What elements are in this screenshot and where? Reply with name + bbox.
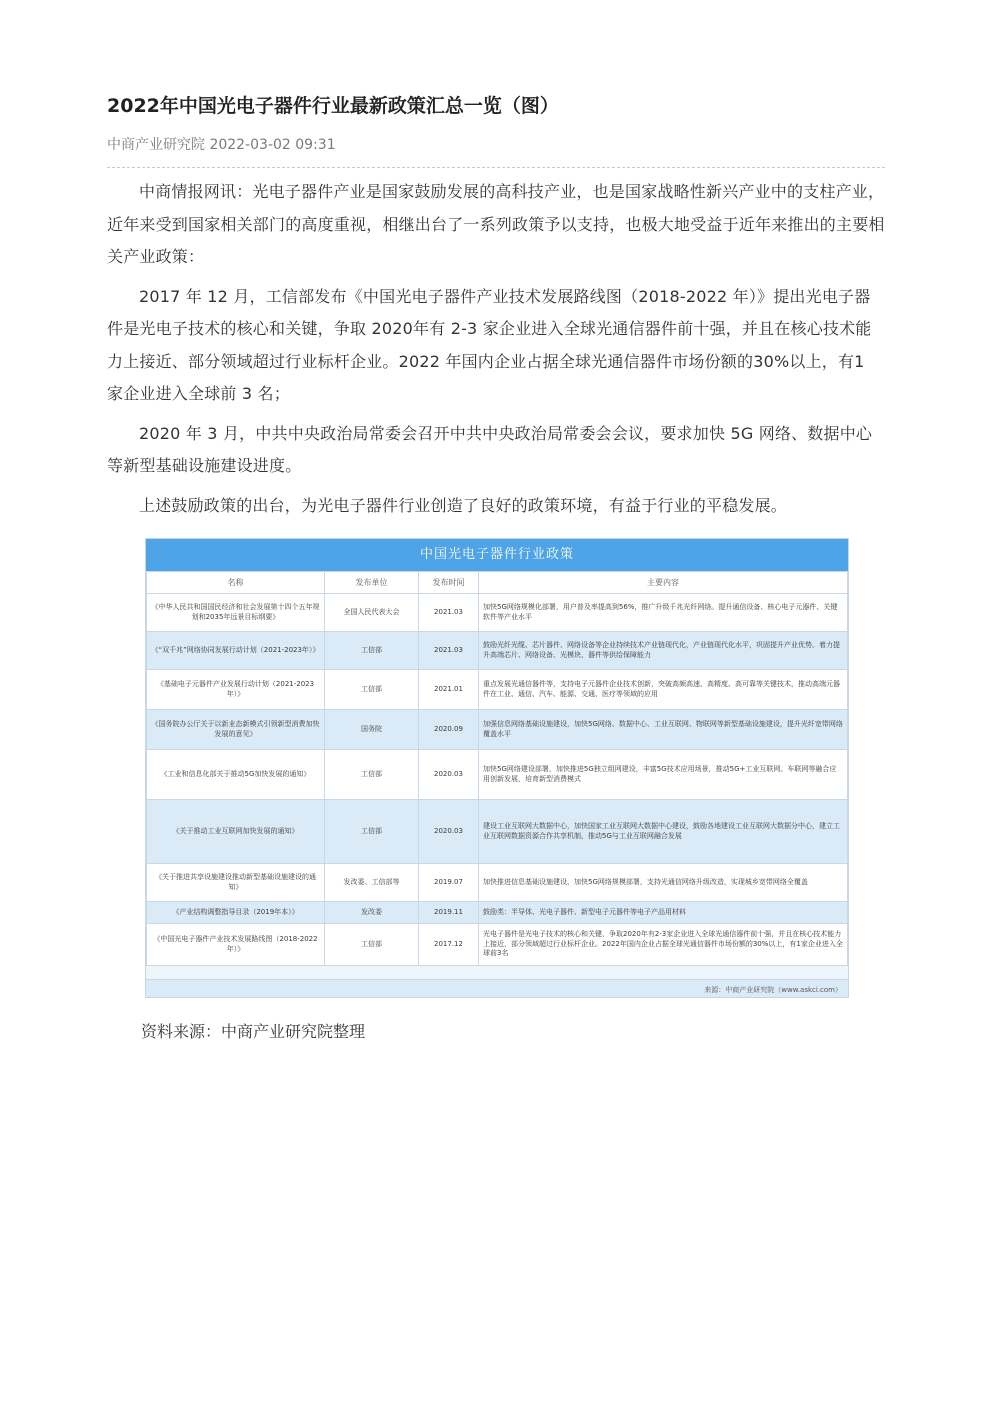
policy-name: 《中华人民共和国国民经济和社会发展第十四个五年规划和2035年远景目标纲要》 bbox=[147, 594, 325, 632]
policy-date: 2020.09 bbox=[419, 710, 479, 750]
policy-issuer: 工信部 bbox=[325, 800, 419, 864]
table-row bbox=[147, 800, 848, 864]
policy-issuer: 工信部 bbox=[325, 632, 419, 670]
policy-date: 2019.07 bbox=[419, 864, 479, 902]
policy-name: 《关于推进共享设施建设推动新型基础设施建设的通知》 bbox=[147, 864, 325, 902]
paragraph-summary: 上述鼓励政策的出台，为光电子器件行业创造了良好的政策环境，有益于行业的平稳发展。 bbox=[139, 495, 788, 515]
article-meta: 中商产业研究院 2022-03-02 09:31 bbox=[107, 137, 336, 153]
table-header-row bbox=[147, 572, 848, 594]
policy-issuer: 发改委、工信部等 bbox=[325, 864, 419, 902]
policy-issuer: 全国人民代表大会 bbox=[325, 594, 419, 632]
paragraph-intro: 中商情报网讯：光电子器件产业是国家鼓励发展的高科技产业，也是国家战略性新兴产业中的支柱产业，近年来受到国家相关部门的高度重视，相继出台了一系列政策予以支持，也极大地受益于近年来推出的主要相关产业政策： bbox=[107, 182, 885, 266]
policy-content: 加快5G网络建设部署，加快推进5G独立组网建设，丰富5G技术应用场景，推动5G+工业互联网、车联网等融合应用创新发展，培育新型消费模式 bbox=[479, 750, 848, 800]
policy-name: 《国务院办公厅关于以新业态新模式引领新型消费加快发展的意见》 bbox=[147, 710, 325, 750]
table-row bbox=[147, 924, 848, 966]
policy-name: 《关于推动工业互联网加快发展的通知》 bbox=[147, 800, 325, 864]
header-issuer: 发布单位 bbox=[325, 572, 419, 594]
table-row bbox=[147, 750, 848, 800]
policy-content: 鼓励类：半导体、光电子器件、新型电子元器件等电子产品用材料 bbox=[479, 902, 848, 924]
policy-issuer: 工信部 bbox=[325, 750, 419, 800]
policy-issuer: 发改委 bbox=[325, 902, 419, 924]
policy-issuer: 国务院 bbox=[325, 710, 419, 750]
policy-date: 2019.11 bbox=[419, 902, 479, 924]
article-title: 2022年中国光电子器件行业最新政策汇总一览（图） bbox=[107, 95, 559, 117]
policy-date: 2021.03 bbox=[419, 632, 479, 670]
policy-name: 《基础电子元器件产业发展行动计划（2021-2023年）》 bbox=[147, 670, 325, 710]
header-date: 发布时间 bbox=[419, 572, 479, 594]
policy-rows bbox=[147, 594, 848, 966]
policy-issuer: 工信部 bbox=[325, 924, 419, 966]
policy-content: 加强信息网络基础设施建设，加快5G网络、数据中心、工业互联网、物联网等新型基础设施建设，提升光纤宽带网络覆盖水平 bbox=[479, 710, 848, 750]
policy-date: 2020.03 bbox=[419, 750, 479, 800]
policy-table bbox=[146, 571, 848, 966]
policy-content: 重点发展光通信器件等，支持电子元器件企业技术创新，突破高频高速、高精度、高可靠等关键技术，推动高端元器件在工业、通信、汽车、能源、交通、医疗等领域的应用 bbox=[479, 670, 848, 710]
table-row bbox=[147, 710, 848, 750]
policy-date: 2017.12 bbox=[419, 924, 479, 966]
policy-content: 加快5G网络规模化部署，用户普及率提高到56%，推广升级千兆光纤网络。提升通信设备、核心电子元器件、关键软件等产业水平 bbox=[479, 594, 848, 632]
article-body bbox=[107, 176, 885, 529]
header-content: 主要内容 bbox=[479, 572, 848, 594]
table-row bbox=[147, 670, 848, 710]
policy-issuer: 工信部 bbox=[325, 670, 419, 710]
table-row bbox=[147, 902, 848, 924]
policy-date: 2021.03 bbox=[419, 594, 479, 632]
policy-date: 2021.01 bbox=[419, 670, 479, 710]
policy-table-figure bbox=[145, 538, 849, 998]
paragraph-5g: 2020 年 3 月，中共中央政治局常委会召开中共中央政治局常委会会议，要求加快 5G 网络、数据中心等新型基础设施建设进度。 bbox=[107, 423, 873, 475]
policy-name: 《工业和信息化部关于推动5G加快发展的通知》 bbox=[147, 750, 325, 800]
policy-name: 《产业结构调整指导目录（2019年本）》 bbox=[147, 902, 325, 924]
policy-name: 《“双千兆”网络协同发展行动计划（2021-2023年）》 bbox=[147, 632, 325, 670]
policy-content: 光电子器件是光电子技术的核心和关键，争取2020年有2-3家企业进入全球光通信器件前十强，并且在核心技术能力上接近，部分领域超过行业标杆企业。2022年国内企业占据全球光通信器件市场份额的30%以上，有1家企业进入全球前3名 bbox=[479, 924, 848, 966]
policy-content: 建设工业互联网大数据中心，加快国家工业互联网大数据中心建设，鼓励各地建设工业互联网大数据分中心，建立工业互联网数据资源合作共享机制，推动5G与工业互联网融合发展 bbox=[479, 800, 848, 864]
table-row bbox=[147, 594, 848, 632]
table-row bbox=[147, 632, 848, 670]
header-name: 名称 bbox=[147, 572, 325, 594]
policy-date: 2020.03 bbox=[419, 800, 479, 864]
policy-content: 加快推进信息基础设施建设，加快5G网络规模部署，支持光通信网络升级改造，实现城乡宽带网络全覆盖 bbox=[479, 864, 848, 902]
table-row bbox=[147, 864, 848, 902]
article-source: 资料来源：中商产业研究院整理 bbox=[141, 1022, 366, 1041]
policy-content: 鼓励光纤光缆、芯片器件、网络设备等企业持续技术产业链现代化，产业链现代化水平，巩固提升产业优势。着力提升高端芯片、网络设备、光模块、器件等供给保障能力 bbox=[479, 632, 848, 670]
title-divider bbox=[107, 167, 885, 168]
figure-title: 中国光电子器件行业政策 bbox=[146, 539, 848, 571]
figure-source: 来源：中商产业研究院（www.askci.com） bbox=[704, 986, 842, 994]
paragraph-roadmap: 2017 年 12 月，工信部发布《中国光电子器件产业技术发展路线图（2018-2022 年）》提出光电子器件是光电子技术的核心和关键，争取 2020年有 2-3 家企业进入全球光通信器件前十强，并且在核心技术能力上接近、部分领域超过行业标杆企业。2022 年国内企业占据全球光通信器件市场份额的30%以上，有1 家企业进入全球前 3 名； bbox=[107, 286, 872, 403]
policy-name: 《中国光电子器件产业技术发展路线图（2018-2022年）》 bbox=[147, 924, 325, 966]
